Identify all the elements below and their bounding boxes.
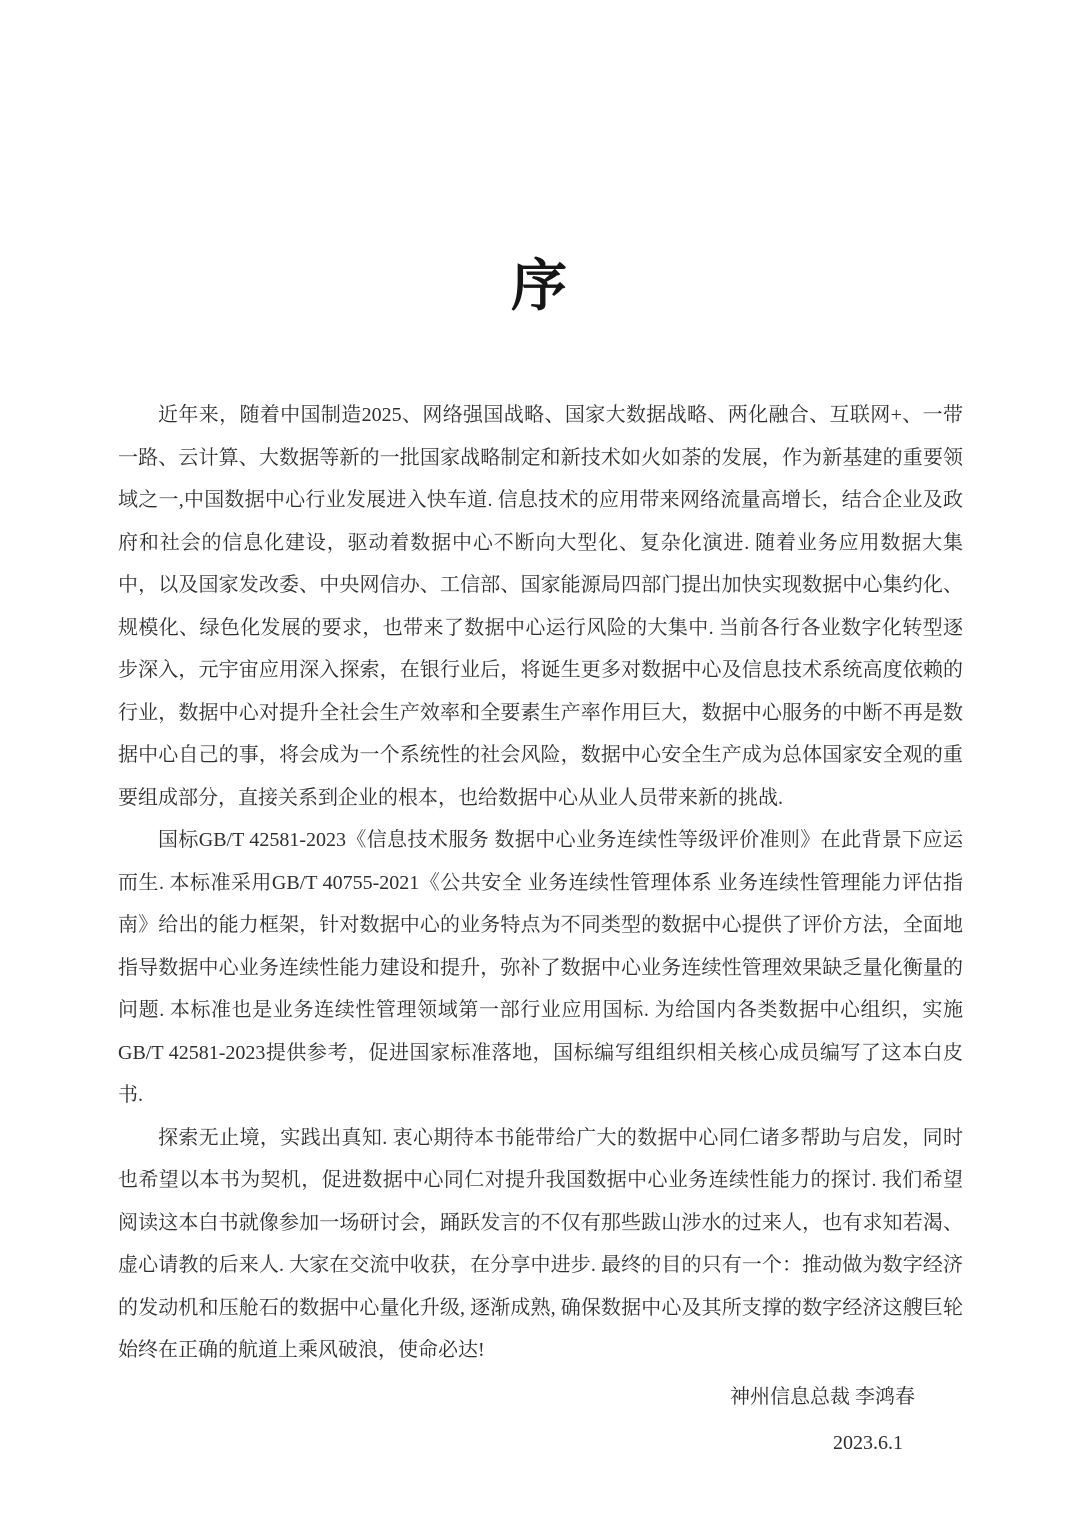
page-title: 序 xyxy=(511,256,569,318)
preface-body xyxy=(118,394,963,1372)
paragraph-1: 近年来，随着中国制造2025、网络强国战略、国家大数据战略、两化融合、互联网+、一带一路、云计算、大数据等新的一批国家战略制定和新技术如火如荼的发展，作为新基建的重要领域之一,中国数据中心行业发展进入快车道. 信息技术的应用带来网络流量高增长，结合企业及政府和社会的信息化建设，驱动着数据中心不断向大型化、复杂化演进. 随着业务应用数据大集中，以及国家发改委、中央网信办、工信部、国家能源局四部门提出加快实现数据中心集约化、规模化、绿色化发展的要求，也带来了数据中心运行风险的大集中. 当前各行各业数字化转型逐步深入，元宇宙应用深入探索，在银行业后，将诞生更多对数据中心及信息技术系统高度依赖的行业，数据中心对提升全社会生产效率和全要素生产率作用巨大，数据中心服务的中断不再是数据中心自己的事，将会成为一个系统性的社会风险，数据中心安全生产成为总体国家安全观的重要组成部分，直接关系到企业的根本，也给数据中心从业人员带来新的挑战. xyxy=(118,404,963,809)
date-line: 2023.6.1 xyxy=(833,1432,903,1454)
paragraph-3: 探索无止境，实践出真知. 衷心期待本书能带给广大的数据中心同仁诸多帮助与启发，同时也希望以本书为契机，促进数据中心同仁对提升我国数据中心业务连续性能力的探讨. 我们希望阅读这本白书就像参加一场研讨会，踊跃发言的不仅有那些跋山涉水的过来人，也有求知若渴、虚心请教的后来人. 大家在交流中收获，在分享中进步. 最终的目的只有一个：推动做为数字经济的发动机和压舱石的数据中心量化升级, 逐渐成熟, 确保数据中心及其所支撑的数字经济这艘巨轮始终在正确的航道上乘风破浪，使命必达! xyxy=(118,1126,963,1361)
signature-block xyxy=(118,1376,963,1465)
paragraph-2: 国标GB/T 42581-2023《信息技术服务 数据中心业务连续性等级评价准则》在此背景下应运而生. 本标准采用GB/T 40755-2021《公共安全 业务连续性管理体系 业务连续性管理能力评估指南》给出的能力框架，针对数据中心的业务特点为不同类型的数据中心提供了评价方法，全面地指导数据中心业务连续性能力建设和提升，弥补了数据中心业务连续性管理效果缺乏量化衡量的问题. 本标准也是业务连续性管理领域第一部行业应用国标. 为给国内各类数据中心组织，实施GB/T 42581-2023提供参考，促进国家标准落地，国标编写组组织相关核心成员编写了这本白皮书. xyxy=(118,829,963,1106)
signature-line: 神州信息总裁 李鸿春 xyxy=(730,1385,915,1408)
